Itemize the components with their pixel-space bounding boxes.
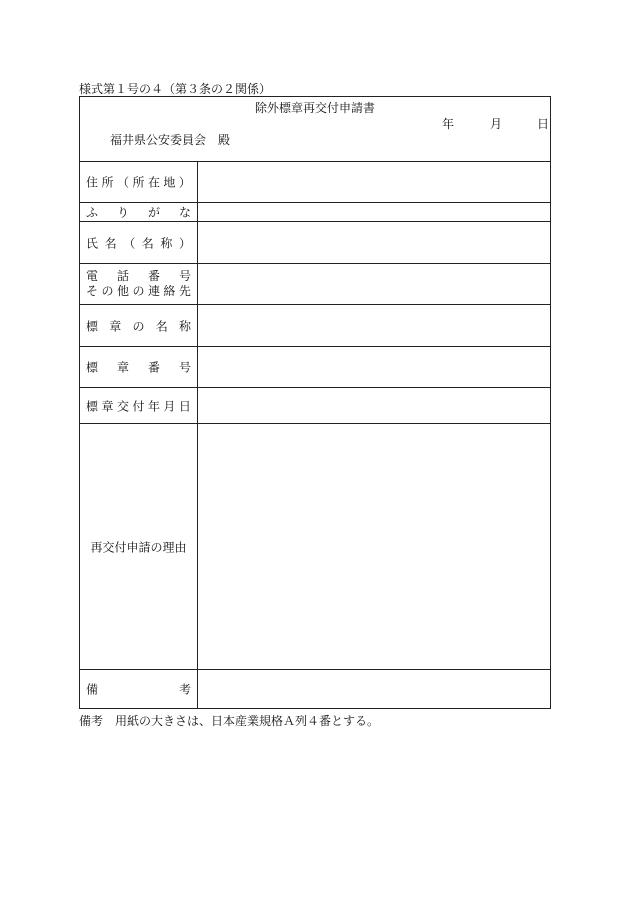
furigana-row [80,203,550,222]
furigana-field[interactable] [198,203,550,221]
name-field[interactable] [198,222,550,263]
other-contact-label: そ の 他 の 連 絡 先 [86,284,191,298]
issue-date-row [80,388,550,424]
badge-name-field[interactable] [198,305,550,346]
name-row [80,222,550,264]
furigana-label: ふ り が な [86,205,191,220]
badge-name-row [80,305,550,347]
badge-number-label-cell [80,347,198,387]
contact-label-cell [80,264,198,304]
issue-date-field[interactable] [198,388,550,423]
date-month-label: 月 [490,117,503,131]
form-title: 除外標章再交付申請書 [254,101,375,115]
address-field[interactable] [198,161,550,202]
address-row [80,161,550,203]
name-label-cell [80,222,198,263]
reason-row [80,424,550,670]
address-label: 住 所 （ 所 在 地 ） [86,175,191,189]
phone-label: 電 話 番 号 [86,269,191,283]
reason-label-cell [80,424,198,669]
remarks-field[interactable] [198,670,550,708]
furigana-label-cell [80,203,198,221]
form-number: 様式第１号の４（第３条の２関係） [79,82,272,96]
remarks-label: 備 考 [86,682,191,697]
badge-name-label: 標 章 の 名 称 [86,319,191,333]
remarks-label-cell [80,670,198,708]
badge-name-label-cell [80,305,198,346]
footnote: 備考 用紙の大きさは、日本産業規格Ａ列４番とする。 [79,714,380,728]
application-form [79,96,551,709]
badge-number-field[interactable] [198,347,550,387]
reason-field[interactable] [198,424,550,669]
contact-label [86,269,191,299]
contact-row [80,264,550,305]
form-header [80,97,550,162]
address-label-cell [80,161,198,202]
badge-number-row [80,347,550,388]
reason-label: 再交付申請の理由 [90,540,187,554]
name-label: 氏 名 （ 名 称 ） [86,236,191,250]
date-year-label: 年 [442,117,455,131]
issue-date-label-cell [80,388,198,423]
date-day-label: 日 [537,117,550,131]
issue-date-label: 標 章 交 付 年 月 日 [86,399,191,413]
remarks-row [80,670,550,708]
badge-number-label: 標 章 番 号 [86,360,191,375]
addressee: 福井県公安委員会 殿 [110,133,231,147]
contact-field[interactable] [198,264,550,304]
